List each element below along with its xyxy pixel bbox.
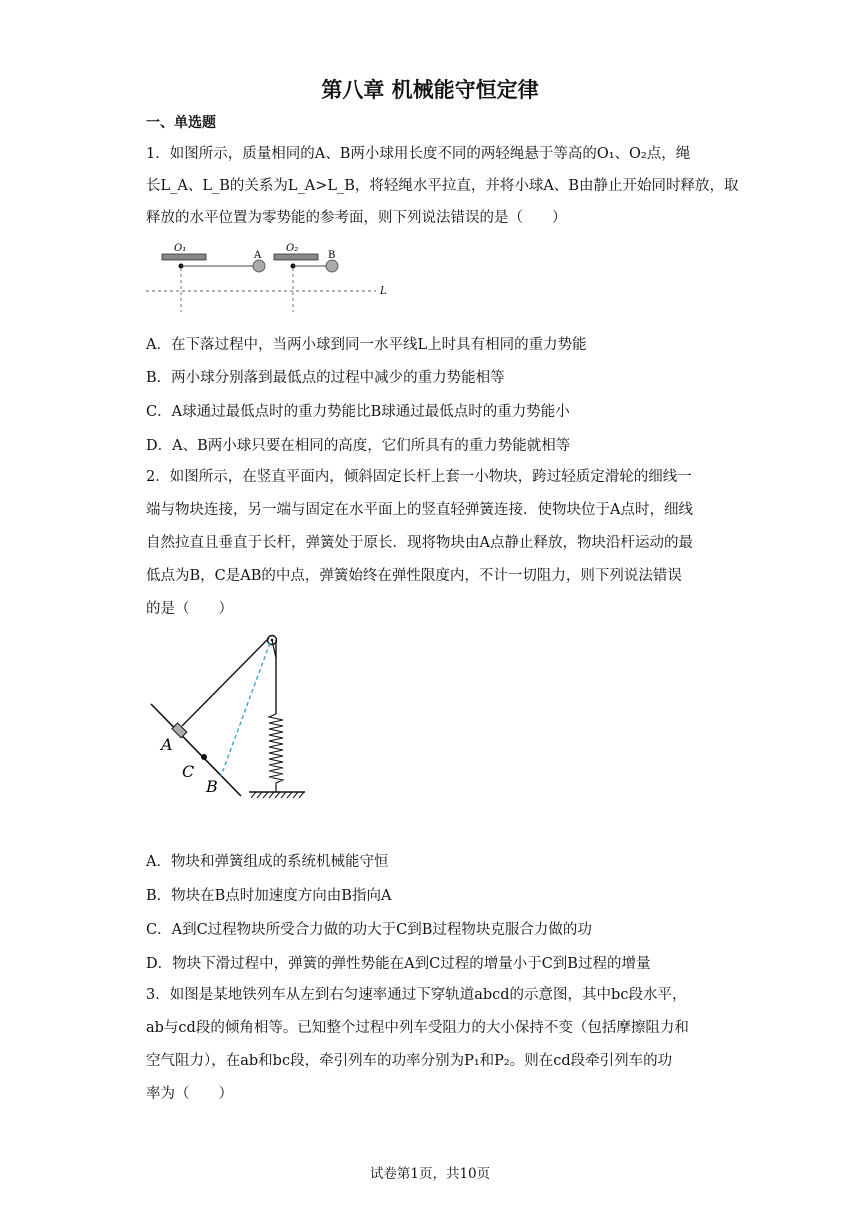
label-l: L [380,286,387,297]
q2-option-d: D．物块下滑过程中，弹簧的弹性势能在A到C过程的增量小于C到B过程的增量 [146,956,651,972]
q1-line-3: 释放的水平位置为零势能的参考面，则下列说法错误的是（ ） [146,210,567,226]
label-b: B [206,777,218,796]
label-a: A [254,250,262,261]
label-o2: O₂ [286,243,299,254]
q1-line-1: 1．如图所示，质量相同的A、B两小球用长度不同的两轻绳悬于等高的O₁、O₂点，绳 [146,146,691,162]
q2-line-4: 低点为B，C是AB的中点，弹簧始终在弹性限度内，不计一切阻力，则下列说法错误 [146,568,682,584]
q1-line-2: 长L_A、L_B的关系为L_A>L_B，将轻绳水平拉直，并将小球A、B由静止开始同时释放，取 [146,178,739,194]
label-c: C [182,762,195,781]
spring [269,714,283,783]
q2-line-5: 的是（ ） [146,601,233,617]
string-to-block [182,638,269,726]
section-heading: 一、单选题 [146,115,216,131]
q2-option-a: A．物块和弹簧组成的系统机械能守恒 [146,854,389,870]
q1-option-d: D．A、B两小球只要在相同的高度，它们所具有的重力势能就相等 [146,438,571,454]
q3-line-3: 空气阻力），在ab和bc段，牵引列车的功率分别为P₁和P₂。则在cd段牵引列车的功 [146,1053,673,1069]
q2-option-c: C．A到C过程物块所受合力做的功大于C到B过程物块克服合力做的功 [146,922,592,938]
point-c [201,754,207,760]
dashed-line-to-b [221,643,270,776]
q2-line-3: 自然拉直且垂直于长杆，弹簧处于原长．现将物块由A点静止释放，物块沿杆运动的最 [146,535,693,551]
q3-line-1: 3．如图是某地铁列车从左到右匀速率通过下穿轨道abcd的示意图，其中bc段水平， [146,987,687,1003]
block-a [172,723,187,738]
label-b: B [328,250,336,261]
q2-line-2: 端与物块连接，另一端与固定在水平面上的竖直轻弹簧连接．使物块位于A点时，细线 [146,502,693,518]
ground-hatch [251,792,304,798]
support-o2 [274,254,318,260]
label-o1: O₁ [174,243,187,254]
q1-figure [140,236,400,316]
q1-option-a: A．在下落过程中，当两小球到同一水平线L上时具有相同的重力势能 [146,337,587,353]
q2-option-b: B．物块在B点时加速度方向由B指向A [146,888,392,904]
page-footer: 试卷第1页，共10页 [369,1166,491,1182]
q3-line-2: ab与cd段的倾角相等。已知整个过程中列车受阻力的大小保持不变（包括摩擦阻力和 [146,1020,689,1036]
q2-line-1: 2．如图所示，在竖直平面内，倾斜固定长杆上套一小物块，跨过轻质定滑轮的细线一 [146,469,692,485]
q3-line-4: 率为（ ） [146,1086,233,1102]
ball-a [253,260,265,272]
q2-figure [145,630,315,805]
q1-option-c: C．A球通过最低点时的重力势能比B球通过最低点时的重力势能小 [146,404,570,420]
support-o1 [162,254,206,260]
page-title: 第八章 机械能守恒定律 [321,78,539,102]
label-a: A [161,735,173,754]
ball-b [326,260,338,272]
q1-option-b: B．两小球分别落到最低点的过程中减少的重力势能相等 [146,370,505,386]
